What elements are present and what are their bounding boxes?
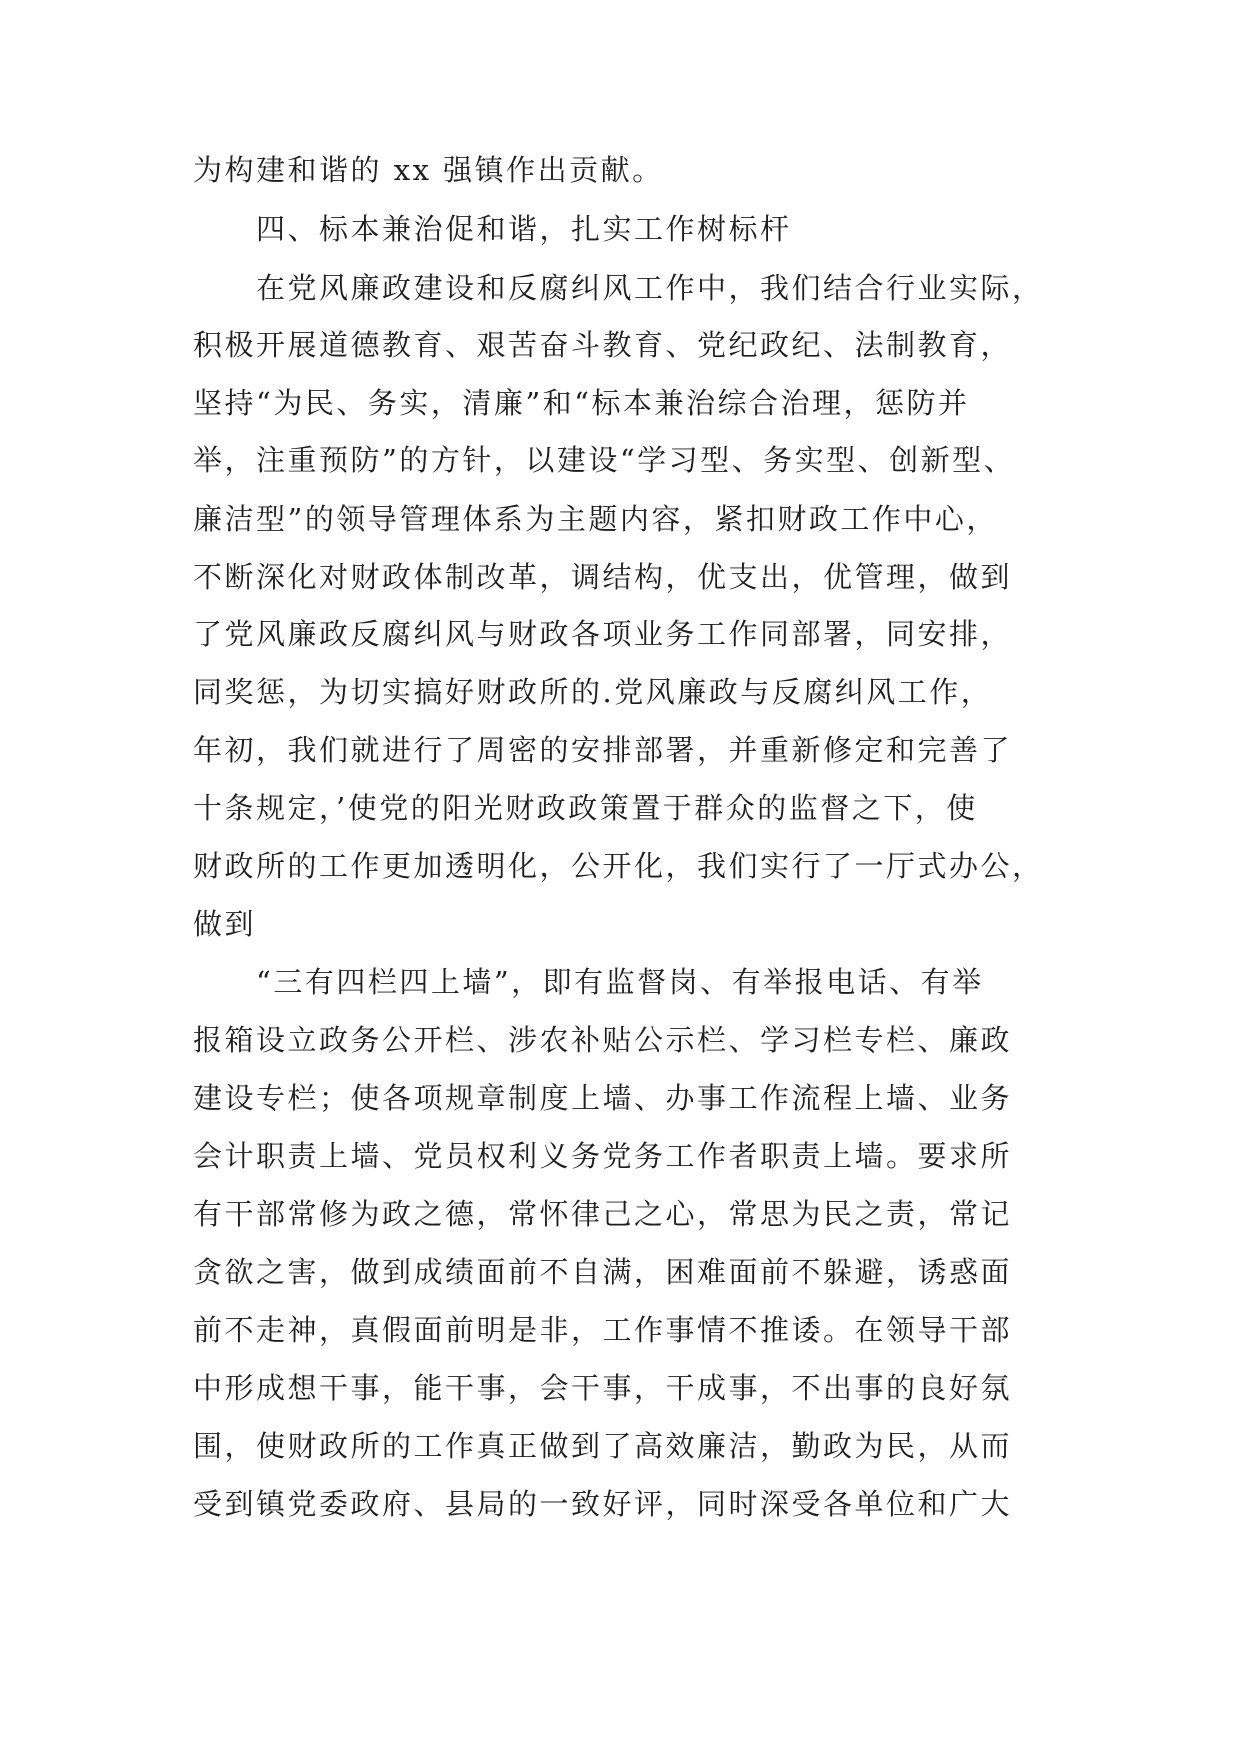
- section-heading: 四、标本兼治促和谐，扎实工作树标杆: [256, 212, 792, 246]
- paragraph-line: 建设专栏；使各项规章制度上墙、办事工作流程上墙、业务: [193, 1081, 1013, 1115]
- paragraph-line: “三有四栏四上墙”，即有监督岗、有举报电话、有举: [256, 965, 984, 999]
- paragraph-line: 在党风廉政建设和反腐纠风工作中，我们结合行业实际，: [256, 271, 1044, 305]
- paragraph-line: 年初，我们就进行了周密的安排部署，并重新修定和完善了: [193, 733, 1013, 767]
- paragraph-line: 同奖惩，为切实搞好财政所的.党风廉政与反腐纠风工作，: [193, 675, 993, 709]
- paragraph-line: 会计职责上墙、党员权利义务党务工作者职责上墙。要求所: [193, 1139, 1013, 1173]
- paragraph-line: 中形成想干事，能干事，会干事，干成事，不出事的良好氛: [193, 1371, 1013, 1405]
- paragraph-line: 十条规定，’使党的阳光财政政策置于群众的监督之下，使: [193, 791, 978, 825]
- paragraph-line: 做到: [193, 907, 257, 941]
- paragraph-line: 前不走神，真假面前明是非，工作事情不推诿。在领导干部: [193, 1313, 1013, 1347]
- paragraph-line: 坚持“为民、务实，清廉”和“标本兼治综合治理，惩防并: [193, 386, 970, 420]
- paragraph-line: 围，使财政所的工作真正做到了高效廉洁，勤政为民，从而: [193, 1429, 1013, 1463]
- paragraph-line: 受到镇党委政府、县局的一致好评，同时深受各单位和广大: [193, 1487, 1013, 1521]
- paragraph-line: 财政所的工作更加透明化，公开化，我们实行了一厅式办公，: [193, 849, 1044, 883]
- paragraph-line: 廉洁型”的领导管理体系为主题内容，紧扣财政工作中心，: [193, 502, 998, 536]
- paragraph-line: 积极开展道德教育、艰苦奋斗教育、党纪政纪、法制教育，: [193, 328, 1013, 362]
- paragraph-line: 了党风廉政反腐纠风与财政各项业务工作同部署，同安排，: [193, 617, 1013, 651]
- paragraph-line: 有干部常修为政之德，常怀律己之心，常思为民之责，常记: [193, 1197, 1013, 1231]
- paragraph-line: 报箱设立政务公开栏、涉农补贴公示栏、学习栏专栏、廉政: [193, 1023, 1013, 1057]
- paragraph-line: 为构建和谐的 xx 强镇作出贡献。: [193, 153, 664, 187]
- paragraph-line: 贪欲之害，做到成绩面前不自满，困难面前不躲避，诱惑面: [193, 1255, 1013, 1289]
- paragraph-line: 举，注重预防”的方针，以建设“学习型、务实型、创新型、: [193, 443, 1016, 477]
- paragraph-line: 不断深化对财政体制改革，调结构，优支出，优管理，做到: [193, 560, 1013, 594]
